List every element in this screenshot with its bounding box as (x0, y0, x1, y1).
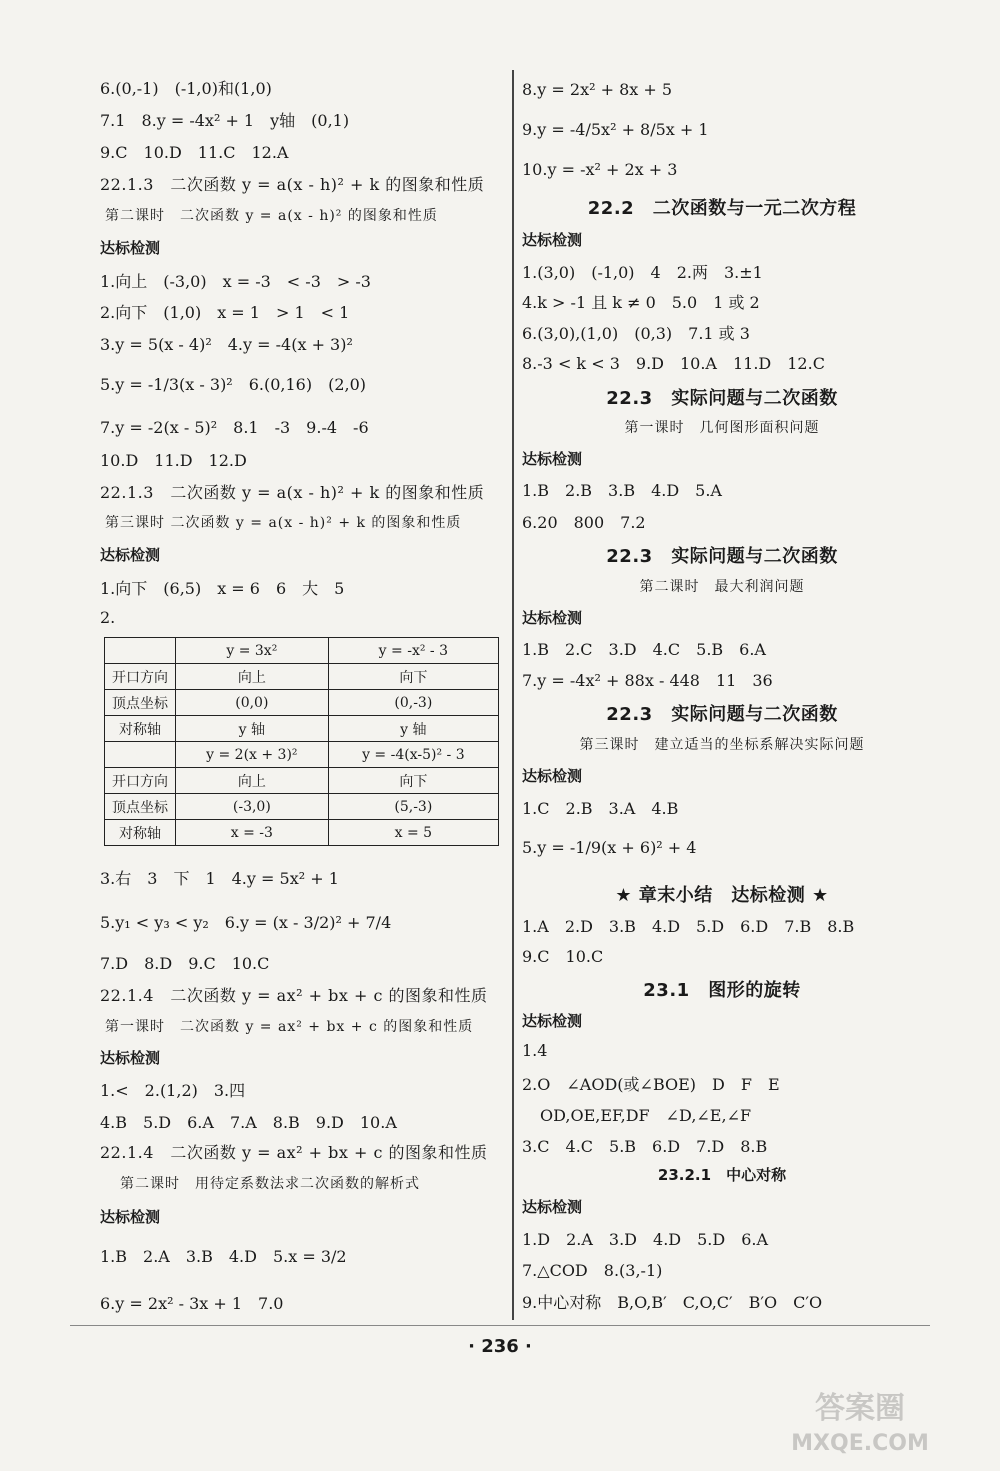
table-cell: 开口方向 (105, 768, 176, 794)
answer-line: 6.(0,-1) (-1,0)和(1,0) (100, 79, 272, 98)
section-title (522, 194, 922, 220)
answer-line: 2.O ∠AOD(或∠BOE) D F E (522, 1075, 780, 1094)
section-title (522, 542, 922, 568)
section-title: 22.1.3 二次函数 y = a(x - h)² + k 的图象和性质 (100, 483, 485, 502)
section-title: 22.1.3 二次函数 y = a(x - h)² + k 的图象和性质 (100, 175, 485, 194)
answer-line: 9.C 10.C (522, 947, 604, 966)
answer-line: 9.y = -4/5x² + 8/5x + 1 (522, 120, 709, 139)
watermark-text-top: 答案圈 (815, 1391, 905, 1426)
table-cell: y = 2(x + 3)² (176, 742, 329, 768)
answer-line: 8.-3 < k < 3 9.D 10.A 11.D 12.C (522, 354, 825, 373)
answer-line: 5.y = -1/3(x - 3)² 6.(0,16) (2,0) (100, 375, 367, 394)
answer-line: 3.y = 5(x - 4)² 4.y = -4(x + 3)² (100, 335, 353, 354)
answer-line: 1.D 2.A 3.D 4.D 5.D 6.A (522, 1230, 769, 1249)
answer-line: 8.y = 2x² + 8x + 5 (522, 80, 673, 99)
answer-line: 4.B 5.D 6.A 7.A 8.B 9.D 10.A (100, 1113, 397, 1132)
column-divider (512, 70, 514, 1320)
answer-line: 1.B 2.C 3.D 4.C 5.B 6.A (522, 640, 766, 659)
answer-line: 4.k > -1 且 k ≠ 0 5.0 1 或 2 (522, 293, 760, 312)
section-title (522, 976, 922, 1002)
answer-line: 1.4 (522, 1041, 548, 1060)
watermark-text-bottom: MXQE.COM (791, 1431, 929, 1456)
table-cell: y = -x² - 3 (328, 638, 498, 664)
lesson-subtitle: 第二课时 用待定系数法求二次函数的解析式 (120, 1176, 420, 1192)
check-heading: 达标检测 (522, 450, 583, 468)
section-title: 22.1.4 二次函数 y = ax² + bx + c 的图象和性质 (100, 1143, 488, 1162)
table-cell: 对称轴 (105, 820, 176, 846)
answer-line: 6.20 800 7.2 (522, 513, 646, 532)
footer-rule (70, 1325, 930, 1326)
answer-line: 5.y = -1/9(x + 6)² + 4 (522, 838, 697, 857)
table-cell: y 轴 (176, 716, 329, 742)
table-cell: (5,-3) (328, 794, 498, 820)
table-row (105, 820, 499, 846)
table-cell: 向上 (176, 664, 329, 690)
answer-line: 1.C 2.B 3.A 4.B (522, 799, 679, 818)
answer-line: 7.D 8.D 9.C 10.C (100, 954, 270, 973)
table-cell: (-3,0) (176, 794, 329, 820)
table-cell: 顶点坐标 (105, 794, 176, 820)
vertex-table (104, 637, 499, 846)
section-title-text: 22.2 二次函数与一元二次方程 (587, 198, 857, 219)
answer-line: 9.中心对称 B,O,B′ C,O,C′ B′O C′O (522, 1293, 823, 1312)
table-cell: 顶点坐标 (105, 690, 176, 716)
table-row (105, 690, 499, 716)
table-cell: 开口方向 (105, 664, 176, 690)
answer-line: 1.(3,0) (-1,0) 4 2.两 3.±1 (522, 263, 763, 282)
answer-line: 1.向上 (-3,0) x = -3 < -3 > -3 (100, 272, 371, 291)
answer-line: 10.D 11.D 12.D (100, 451, 247, 470)
answer-line: 2.向下 (1,0) x = 1 > 1 < 1 (100, 303, 350, 322)
section-title (522, 700, 922, 726)
answer-line: OD,OE,EF,DF ∠D,∠E,∠F (540, 1106, 752, 1125)
check-heading: 达标检测 (522, 1012, 583, 1030)
section-title (522, 881, 922, 907)
table-row (105, 794, 499, 820)
section-title-text: 22.3 实际问题与二次函数 (606, 388, 838, 409)
section-title-text: 22.3 实际问题与二次函数 (606, 546, 838, 567)
section-title-text: ★ 章末小结 达标检测 ★ (615, 885, 829, 906)
lesson-subtitle: 第三课时 建立适当的坐标系解决实际问题 (579, 737, 865, 753)
lesson-subtitle: 第二课时 最大利润问题 (639, 579, 805, 595)
check-heading: 达标检测 (100, 1208, 161, 1226)
check-heading: 达标检测 (522, 767, 583, 785)
watermark-logo (760, 1380, 960, 1460)
table-row (105, 716, 499, 742)
table-cell: (0,0) (176, 690, 329, 716)
lesson-subtitle: 第二课时 二次函数 y = a(x - h)² 的图象和性质 (105, 208, 438, 224)
check-heading: 达标检测 (522, 231, 583, 249)
section-title-text: 23.1 图形的旋转 (643, 980, 801, 1001)
check-heading: 达标检测 (522, 609, 583, 627)
check-heading: 达标检测 (100, 1049, 161, 1067)
answer-line: 10.y = -x² + 2x + 3 (522, 160, 678, 179)
section-title (522, 384, 922, 410)
section-title-text: 22.3 实际问题与二次函数 (606, 704, 838, 725)
table-cell: y = 3x² (176, 638, 329, 664)
answer-line: 6.(3,0),(1,0) (0,3) 7.1 或 3 (522, 324, 750, 343)
section-title: 23.2.1 中心对称 (657, 1166, 787, 1184)
answer-line: 5.y₁ < y₃ < y₂ 6.y = (x - 3/2)² + 7/4 (100, 913, 392, 932)
table-row (105, 638, 499, 664)
answer-line: 1.向下 (6,5) x = 6 6 大 5 (100, 579, 345, 598)
answer-line: 2. (100, 608, 116, 627)
section-title: 22.1.4 二次函数 y = ax² + bx + c 的图象和性质 (100, 986, 488, 1005)
answer-line: 6.y = 2x² - 3x + 1 7.0 (100, 1294, 284, 1313)
table-row (105, 768, 499, 794)
table-cell (105, 742, 176, 768)
page-number: · 236 · (468, 1336, 532, 1357)
table-cell: 向上 (176, 768, 329, 794)
answer-line: 7.y = -4x² + 88x - 448 11 36 (522, 671, 773, 690)
answer-line: 3.C 4.C 5.B 6.D 7.D 8.B (522, 1137, 768, 1156)
lesson-subtitle: 第一课时 二次函数 y = ax² + bx + c 的图象和性质 (105, 1019, 474, 1035)
table-cell: (0,-3) (328, 690, 498, 716)
lesson-subtitle: 第一课时 几何图形面积问题 (624, 420, 820, 436)
lesson-subtitle: 第三课时 二次函数 y = a(x - h)² + k 的图象和性质 (105, 515, 462, 531)
check-heading: 达标检测 (100, 546, 161, 564)
table-cell: 向下 (328, 768, 498, 794)
answer-line: 1.B 2.B 3.B 4.D 5.A (522, 481, 722, 500)
answer-line: 7.△COD 8.(3,-1) (522, 1261, 663, 1280)
check-heading: 达标检测 (100, 239, 161, 257)
answer-line: 3.右 3 下 1 4.y = 5x² + 1 (100, 869, 339, 888)
answer-line: 1.A 2.D 3.B 4.D 5.D 6.D 7.B 8.B (522, 917, 855, 936)
answer-line: 7.y = -2(x - 5)² 8.1 -3 9.-4 -6 (100, 418, 369, 437)
table-cell: 对称轴 (105, 716, 176, 742)
answer-line: 7.1 8.y = -4x² + 1 y轴 (0,1) (100, 111, 350, 130)
table-row (105, 742, 499, 768)
table-row (105, 664, 499, 690)
table-cell (105, 638, 176, 664)
check-heading: 达标检测 (522, 1198, 583, 1216)
table-cell: 向下 (328, 664, 498, 690)
table-cell: y 轴 (328, 716, 498, 742)
table-cell: x = -3 (176, 820, 329, 846)
table-cell: y = -4(x-5)² - 3 (328, 742, 498, 768)
answer-line: 1.B 2.A 3.B 4.D 5.x = 3/2 (100, 1247, 347, 1266)
table-cell: x = 5 (328, 820, 498, 846)
answer-line: 1.< 2.(1,2) 3.四 (100, 1081, 246, 1100)
answer-line: 9.C 10.D 11.C 12.A (100, 143, 289, 162)
